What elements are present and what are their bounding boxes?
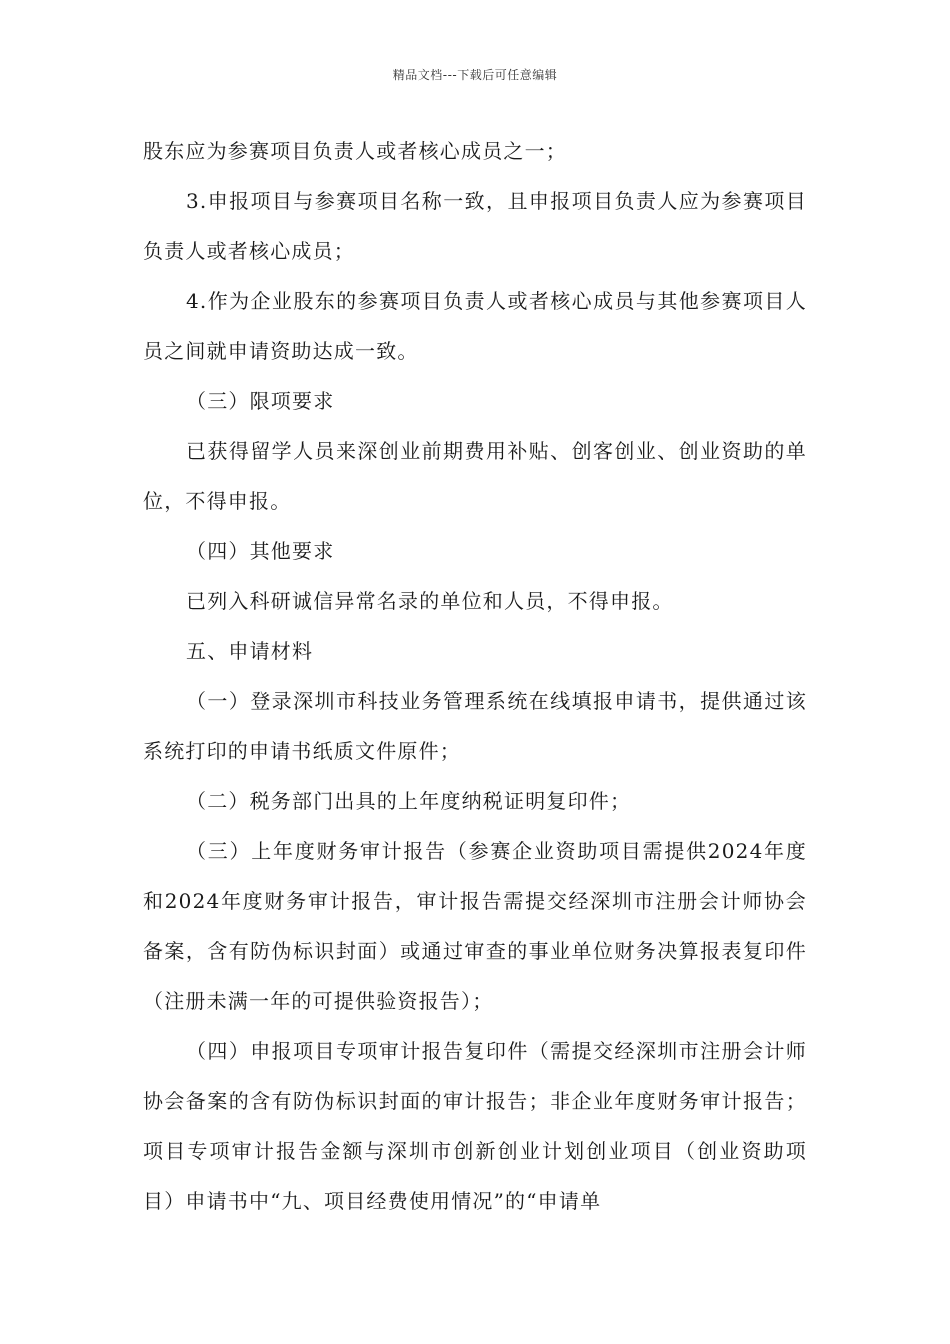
paragraph-9: （一）登录深圳市科技业务管理系统在线填报申请书，提供通过该系统打印的申请书纸质文件原件； xyxy=(143,689,807,763)
section-heading-limit-requirements: （三）限项要求 xyxy=(186,389,335,413)
paragraph-3: 4.作为企业股东的参赛项目负责人或者核心成员与其他参赛项目人员之间就申请资助达成一致。 xyxy=(143,289,807,363)
paragraph-10: （二）税务部门出具的上年度纳税证明复印件； xyxy=(186,789,632,813)
document-body xyxy=(143,126,807,1226)
paragraph-2: 3.申报项目与参赛项目名称一致，且申报项目负责人应为参赛项目负责人或者核心成员； xyxy=(143,189,807,263)
section-heading-application-materials: 五、申请材料 xyxy=(186,639,314,663)
page-header: 精品文档---下载后可任意编辑 xyxy=(392,68,558,82)
paragraph-7: 已列入科研诚信异常名录的单位和人员，不得申报。 xyxy=(186,589,674,613)
paragraph-12: （四）申报项目专项审计报告复印件（需提交经深圳市注册会计师协会备案的含有防伪标识封面的审计报告；非企业年度财务审计报告；项目专项审计报告金额与深圳市创新创业计划创业项目（创业资助项目）申请书中“九、项目经费使用情况”的“申请单 xyxy=(143,1039,807,1213)
paragraph-5: 已获得留学人员来深创业前期费用补贴、创客创业、创业资助的单位，不得申报。 xyxy=(143,439,807,513)
section-heading-other-requirements: （四）其他要求 xyxy=(186,539,335,563)
paragraph-11: （三）上年度财务审计报告（参赛企业资助项目需提供2024年度和2024年度财务审计报告，审计报告需提交经深圳市注册会计师协会备案，含有防伪标识封面）或通过审查的事业单位财务决算报表复印件（注册未满一年的可提供验资报告）； xyxy=(143,839,807,1013)
paragraph-1: 股东应为参赛项目负责人或者核心成员之一； xyxy=(143,139,567,163)
